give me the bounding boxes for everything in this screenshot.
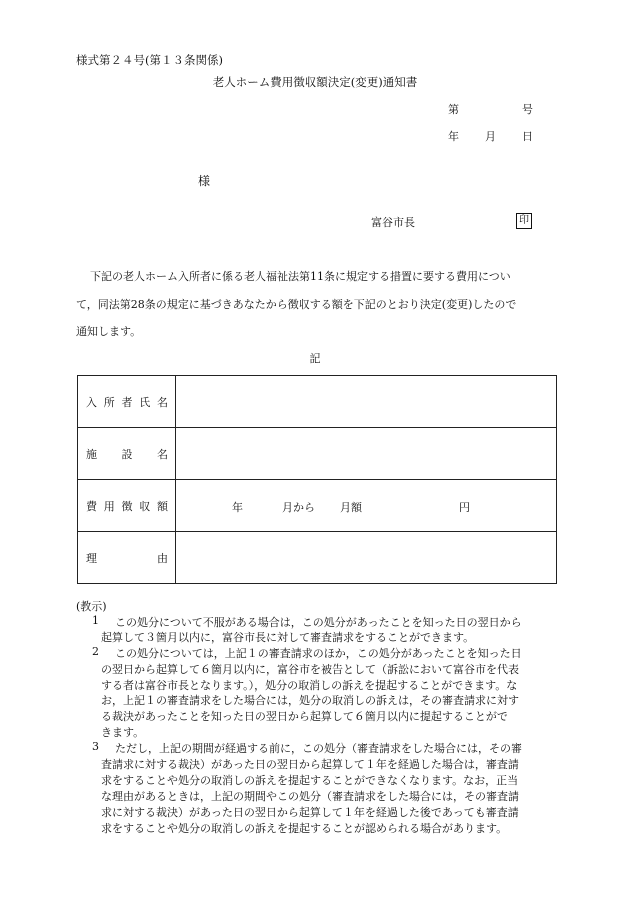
note-2-line: る裁決があったことを知った日の翌日から起算して６箇月以内に提起することがで [101, 710, 508, 723]
label-char: 名 [157, 395, 168, 409]
note-1-number: 1 [92, 614, 99, 627]
label-char: 用 [103, 499, 115, 513]
note-2-line: する者は富谷市長となります。），処分の取消しの訴えを提起することができます。な [101, 679, 518, 692]
seal-mark: 印 [516, 213, 532, 229]
note-3-line: 求をすることや処分の取消しの訴えを提起することができなくなります。なお，正当 [101, 774, 519, 787]
ki-heading: 記 [309, 352, 321, 365]
date-day: 日 [522, 130, 533, 143]
label-resident-name [78, 376, 176, 428]
table-row-facility [78, 428, 557, 480]
label-char: 者 [121, 395, 133, 409]
note-2-number: 2 [92, 645, 99, 658]
note-2-line: お，上記１の審査請求をした場合には，処分の取消しの訴えは，その審査請求に対す [101, 694, 519, 707]
notes-heading: (教示) [76, 600, 107, 613]
label-fee-amount [78, 480, 176, 532]
label-char: 徴 [121, 499, 133, 513]
table-row-fee [78, 480, 557, 532]
label-char: 所 [103, 395, 115, 409]
fee-table [77, 375, 557, 584]
table-row-reason [78, 532, 557, 584]
note-3-line: ただし，上記の期間が経過する前に，この処分（審査請求をした場合には，その審 [115, 742, 522, 755]
value-reason[interactable] [176, 532, 557, 584]
label-reason [78, 532, 176, 584]
note-2-line: の翌日から起算して６箇月以内に，富谷市を被告として（訴訟において富谷市を代表 [101, 663, 519, 676]
note-3-line: 求に対する裁決）があった日の翌日から起算して１年を経過した後であっても審査請 [101, 806, 519, 819]
label-char: 設 [121, 447, 133, 461]
body-line-1: 下記の老人ホーム入所者に係る老人福祉法第11条に規定する措置に要する費用につい [90, 270, 511, 283]
label-char: 由 [157, 551, 168, 565]
label-char: 氏 [139, 395, 151, 409]
label-char: 額 [157, 499, 168, 513]
body-line-3: 通知します。 [76, 325, 142, 338]
body-line-2: て，同法第28条の規定に基づきあなたから徴収する額を下記のとおり決定(変更)したので [76, 298, 517, 311]
form-number: 様式第２４号(第１３条関係) [76, 53, 223, 67]
note-2-line: きます。 [101, 726, 145, 739]
issuer-mayor: 富谷市長 [371, 216, 415, 229]
note-3-line: 査請求に対する裁決）があった日の翌日から起算して１年を経過した場合は，審査請 [101, 758, 519, 771]
note-3-line: な理由があるときは，上記の期間やこの処分（審査請求をした場合には，その審査請 [101, 790, 519, 803]
note-1-line: この処分について不服がある場合は，この処分があったことを知った日の翌日から [115, 616, 522, 629]
label-char: 収 [139, 499, 151, 513]
document-title: 老人ホーム費用徴収額決定(変更)通知書 [212, 75, 418, 89]
label-char: 理 [86, 551, 97, 565]
table-row-resident [78, 376, 557, 428]
value-facility-name[interactable] [176, 428, 557, 480]
note-3-number: 3 [92, 740, 99, 753]
value-resident-name[interactable] [176, 376, 557, 428]
fee-yen: 円 [459, 501, 470, 514]
label-char: 入 [86, 395, 97, 409]
note-3-line: 求をすることや処分の取消しの訴えを提起することが認められる場合があります。 [101, 822, 508, 835]
fee-from-month: 月から [282, 501, 315, 514]
fee-year: 年 [232, 501, 243, 514]
date-month: 月 [485, 130, 496, 143]
note-2-line: この処分については，上記１の審査請求のほか，この処分があったことを知った日 [115, 647, 522, 660]
label-char: 名 [157, 447, 168, 461]
recipient-sama: 様 [198, 174, 211, 188]
date-year: 年 [448, 130, 459, 143]
note-1-line: 起算して３箇月以内に，富谷市長に対して審査請求をすることができます。 [101, 631, 475, 644]
value-fee-amount[interactable] [176, 480, 557, 532]
label-char: 施 [86, 447, 97, 461]
fee-monthly: 月額 [340, 501, 362, 514]
doc-number-go: 号 [522, 103, 533, 116]
doc-number-dai: 第 [448, 103, 459, 116]
label-facility-name [78, 428, 176, 480]
label-char: 費 [86, 499, 97, 513]
